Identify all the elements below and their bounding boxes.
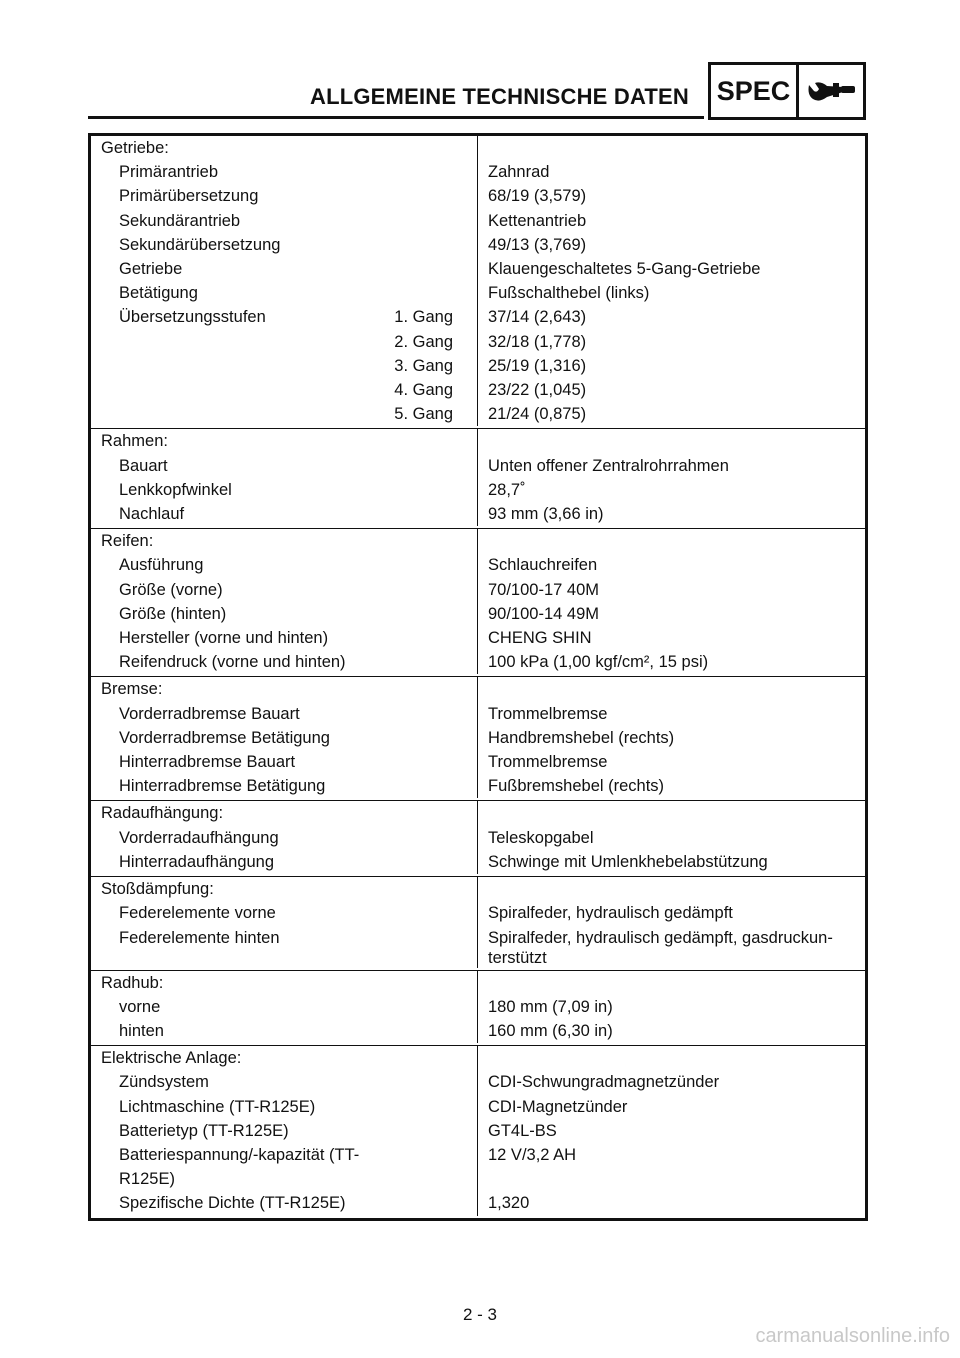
page-title: ALLGEMEINE TECHNISCHE DATEN: [310, 84, 690, 109]
spec-sublabel: [363, 209, 477, 233]
spec-value: Kettenantrieb: [488, 211, 587, 230]
table-row: [91, 184, 865, 208]
spec-label: Primärübersetzung: [119, 187, 259, 206]
spec-section: [91, 136, 865, 428]
spec-label: Federelemente vorne: [119, 904, 276, 923]
table-row: [91, 850, 865, 874]
spec-label: Nachlauf: [119, 505, 185, 524]
spec-sublabel: [363, 850, 477, 874]
spec-sublabel: [363, 233, 477, 257]
label-cell: [91, 502, 478, 526]
spec-label: Hinterradaufhängung: [119, 852, 275, 871]
spec-label: Reifendruck (vorne und hinten): [119, 653, 346, 672]
spec-value: 25/19 (1,316): [488, 356, 587, 375]
spec-value: Spiralfeder, hydraulisch gedämpft, gasdruckun-terstützt: [488, 928, 833, 967]
section-heading: Radhub:: [101, 973, 164, 992]
spec-sublabel: [363, 1070, 477, 1094]
spec-label: [91, 354, 363, 378]
spec-value: 160 mm (6,30 in): [488, 1021, 613, 1040]
section-heading-row: [91, 971, 865, 995]
spec-value: Trommelbremse: [488, 704, 608, 723]
spec-value: CDI-Schwungradmagnetzünder: [488, 1073, 720, 1092]
table-row: [91, 1143, 865, 1191]
label-cell: [91, 184, 478, 208]
table-row: [91, 926, 865, 968]
section-heading: Radaufhängung:: [101, 804, 224, 823]
spec-label: Zündsystem: [119, 1073, 209, 1092]
spec-value: 21/24 (0,875): [488, 405, 587, 424]
spec-sublabel: 1. Gang: [394, 308, 453, 327]
section-heading: Elektrische Anlage:: [101, 1049, 242, 1068]
table-row: [91, 626, 865, 650]
spec-sublabel: [363, 160, 477, 184]
table-row: [91, 901, 865, 925]
spec-label: Größe (hinten): [119, 604, 227, 623]
spec-value: 180 mm (7,09 in): [488, 997, 613, 1016]
label-cell: [91, 971, 478, 995]
spec-value: 68/19 (3,579): [488, 187, 587, 206]
spec-label: Lenkkopfwinkel: [119, 480, 232, 499]
table-row: [91, 354, 865, 378]
section-heading-row: [91, 1046, 865, 1070]
spec-sublabel: [363, 1019, 477, 1043]
value-cell: [478, 971, 865, 995]
spec-sublabel: [363, 1143, 477, 1191]
label-cell: [91, 1191, 478, 1215]
spec-sublabel: [363, 578, 477, 602]
spec-value: Spiralfeder, hydraulisch gedämpft: [488, 904, 733, 923]
spec-section: [91, 1045, 865, 1217]
spec-badge-label: SPEC: [711, 65, 799, 117]
spec-section: [91, 676, 865, 800]
spec-label: Hinterradbremse Betätigung: [119, 777, 326, 796]
spec-sublabel: [363, 626, 477, 650]
spec-value: Handbremshebel (rechts): [488, 728, 675, 747]
table-row: [91, 281, 865, 305]
section-heading: Stoßdämpfung:: [101, 880, 214, 899]
value-cell: [478, 429, 865, 453]
value-cell: [478, 529, 865, 553]
spec-label: Ausführung: [119, 556, 204, 575]
table-row: [91, 702, 865, 726]
spec-label: Spezifische Dichte (TT-R125E): [119, 1194, 346, 1213]
spec-label: Federelemente hinten: [119, 928, 280, 947]
label-cell: [91, 553, 478, 577]
table-row: [91, 402, 865, 426]
spec-value: Schlauchreifen: [488, 556, 598, 575]
label-cell: [91, 454, 478, 478]
spec-value: Teleskopgabel: [488, 828, 594, 847]
spec-value: CHENG SHIN: [488, 629, 592, 648]
label-cell: [91, 160, 478, 184]
wrench-icon: [799, 65, 863, 117]
spec-sublabel: [363, 553, 477, 577]
spec-value: Schwinge mit Umlenkhebelabstützung: [488, 852, 768, 871]
spec-value: Klauengeschaltetes 5-Gang-Getriebe: [488, 260, 761, 279]
spec-sublabel: [363, 184, 477, 208]
section-heading-row: [91, 801, 865, 825]
table-row: [91, 454, 865, 478]
table-row: [91, 553, 865, 577]
label-cell: [91, 801, 478, 825]
spec-sublabel: [363, 1191, 477, 1215]
spec-value: 32/18 (1,778): [488, 332, 587, 351]
spec-sublabel: [363, 602, 477, 626]
spec-sublabel: 3. Gang: [394, 356, 453, 375]
spec-sublabel: [363, 995, 477, 1019]
spec-value: 70/100-17 40M: [488, 580, 599, 599]
spec-section: [91, 970, 865, 1046]
table-row: [91, 1191, 865, 1215]
label-cell: [91, 354, 478, 378]
label-cell: [91, 378, 478, 402]
label-cell: [91, 257, 478, 281]
label-cell: [91, 1046, 478, 1070]
label-cell: [91, 774, 478, 798]
spec-label: Übersetzungsstufen: [119, 308, 266, 327]
spec-value: CDI-Magnetzünder: [488, 1097, 628, 1116]
label-cell: [91, 478, 478, 502]
label-cell: [91, 578, 478, 602]
section-heading: Rahmen:: [101, 432, 168, 451]
spec-sublabel: [363, 750, 477, 774]
spec-section: [91, 528, 865, 676]
spec-value: Trommelbremse: [488, 753, 608, 772]
value-cell: [478, 1046, 865, 1070]
spec-table: [88, 133, 868, 1221]
spec-sublabel: [363, 702, 477, 726]
spec-value: Zahnrad: [488, 163, 550, 182]
spec-value: 49/13 (3,769): [488, 235, 587, 254]
label-cell: [91, 402, 478, 426]
section-heading-row: [91, 136, 865, 160]
label-cell: [91, 330, 478, 354]
table-row: [91, 502, 865, 526]
label-cell: [91, 995, 478, 1019]
spec-label: Vorderradbremse Betätigung: [119, 728, 330, 747]
spec-label: hinten: [119, 1021, 164, 1040]
section-heading-row: [91, 877, 865, 901]
table-row: [91, 1019, 865, 1043]
spec-value: 100 kPa (1,00 kgf/cm², 15 psi): [488, 653, 709, 672]
table-row: [91, 233, 865, 257]
section-heading: Bremse:: [101, 680, 163, 699]
spec-sublabel: [363, 1119, 477, 1143]
spec-sublabel: [363, 257, 477, 281]
spec-value: Fußschalthebel (links): [488, 284, 650, 303]
spec-sublabel: 5. Gang: [394, 405, 453, 424]
table-row: [91, 750, 865, 774]
header-rule: [88, 116, 704, 119]
spec-label: [91, 330, 363, 354]
label-cell: [91, 826, 478, 850]
spec-label: Hinterradbremse Bauart: [119, 753, 296, 772]
spec-sublabel: [363, 281, 477, 305]
table-row: [91, 378, 865, 402]
table-row: [91, 602, 865, 626]
spec-sublabel: 2. Gang: [394, 332, 453, 351]
spec-value: Fußbremshebel (rechts): [488, 777, 665, 796]
spec-label: Bauart: [119, 456, 168, 475]
section-heading: Getriebe:: [101, 139, 169, 157]
section-heading: Reifen:: [101, 532, 154, 551]
table-row: [91, 1119, 865, 1143]
label-cell: [91, 209, 478, 233]
spec-label: Vorderradbremse Bauart: [119, 704, 300, 723]
spec-sublabel: [363, 901, 477, 925]
spec-label: Batterietyp (TT-R125E): [119, 1121, 289, 1140]
label-cell: [91, 650, 478, 674]
spec-value: Unten offener Zentralrohrrahmen: [488, 456, 729, 475]
table-row: [91, 305, 865, 329]
spec-value: 12 V/3,2 AH: [488, 1145, 577, 1164]
spec-label: [91, 378, 363, 402]
label-cell: [91, 233, 478, 257]
table-row: [91, 726, 865, 750]
spec-section: [91, 876, 865, 969]
table-row: [91, 774, 865, 798]
spec-sublabel: [363, 502, 477, 526]
label-cell: [91, 529, 478, 553]
spec-label: Vorderradaufhängung: [119, 828, 279, 847]
value-cell: [478, 677, 865, 701]
spec-sublabel: [363, 774, 477, 798]
spec-section: [91, 800, 865, 876]
spec-badge: [708, 62, 866, 120]
table-row: [91, 995, 865, 1019]
table-row: [91, 209, 865, 233]
label-cell: [91, 1119, 478, 1143]
spec-label: [91, 402, 363, 426]
section-heading-row: [91, 677, 865, 701]
label-cell: [91, 305, 478, 329]
section-heading-row: [91, 429, 865, 453]
spec-sublabel: [363, 650, 477, 674]
spec-value: 90/100-14 49M: [488, 604, 599, 623]
section-heading-row: [91, 529, 865, 553]
spec-label: Lichtmaschine (TT-R125E): [119, 1097, 316, 1116]
table-row: [91, 826, 865, 850]
spec-sublabel: [363, 478, 477, 502]
spec-label: Primärantrieb: [119, 163, 219, 182]
label-cell: [91, 702, 478, 726]
spec-value: 93 mm (3,66 in): [488, 505, 604, 524]
label-cell: [91, 429, 478, 453]
spec-label: Sekundärantrieb: [119, 211, 241, 230]
spec-value: GT4L-BS: [488, 1121, 557, 1140]
label-cell: [91, 602, 478, 626]
label-cell: [91, 1095, 478, 1119]
spec-label: Betätigung: [119, 284, 198, 303]
value-cell: [478, 136, 865, 160]
table-row: [91, 578, 865, 602]
table-row: [91, 1070, 865, 1094]
spec-sublabel: [363, 726, 477, 750]
label-cell: [91, 626, 478, 650]
table-row: [91, 650, 865, 674]
spec-value: 23/22 (1,045): [488, 381, 587, 400]
spec-value: 1,320: [488, 1194, 530, 1213]
spec-sublabel: [363, 826, 477, 850]
label-cell: [91, 877, 478, 901]
page-number: 2 - 3: [462, 1305, 498, 1324]
label-cell: [91, 1019, 478, 1043]
spec-label: Hersteller (vorne und hinten): [119, 629, 329, 648]
label-cell: [91, 677, 478, 701]
label-cell: [91, 1070, 478, 1094]
spec-section: [91, 428, 865, 528]
label-cell: [91, 281, 478, 305]
label-cell: [91, 926, 478, 968]
label-cell: [91, 1143, 478, 1191]
table-row: [91, 257, 865, 281]
spec-label: Sekundärübersetzung: [119, 235, 281, 254]
label-cell: [91, 726, 478, 750]
spec-sublabel: [363, 454, 477, 478]
spec-sublabel: [363, 1095, 477, 1119]
watermark: carmanualsonline.info: [755, 1325, 950, 1347]
table-row: [91, 160, 865, 184]
spec-value: 37/14 (2,643): [488, 308, 587, 327]
spec-label: vorne: [119, 997, 161, 1016]
label-cell: [91, 136, 478, 160]
table-row: [91, 1095, 865, 1119]
label-cell: [91, 850, 478, 874]
spec-value: 28,7˚: [488, 480, 526, 499]
spec-label: Batteriespannung/-kapazität (TT-R125E): [119, 1145, 360, 1189]
spec-label: Größe (vorne): [119, 580, 223, 599]
spec-label: Getriebe: [119, 260, 183, 279]
label-cell: [91, 901, 478, 925]
value-cell: [478, 801, 865, 825]
spec-sublabel: 4. Gang: [394, 381, 453, 400]
table-row: [91, 330, 865, 354]
label-cell: [91, 750, 478, 774]
spec-sublabel: [363, 926, 477, 968]
value-cell: [478, 877, 865, 901]
table-row: [91, 478, 865, 502]
